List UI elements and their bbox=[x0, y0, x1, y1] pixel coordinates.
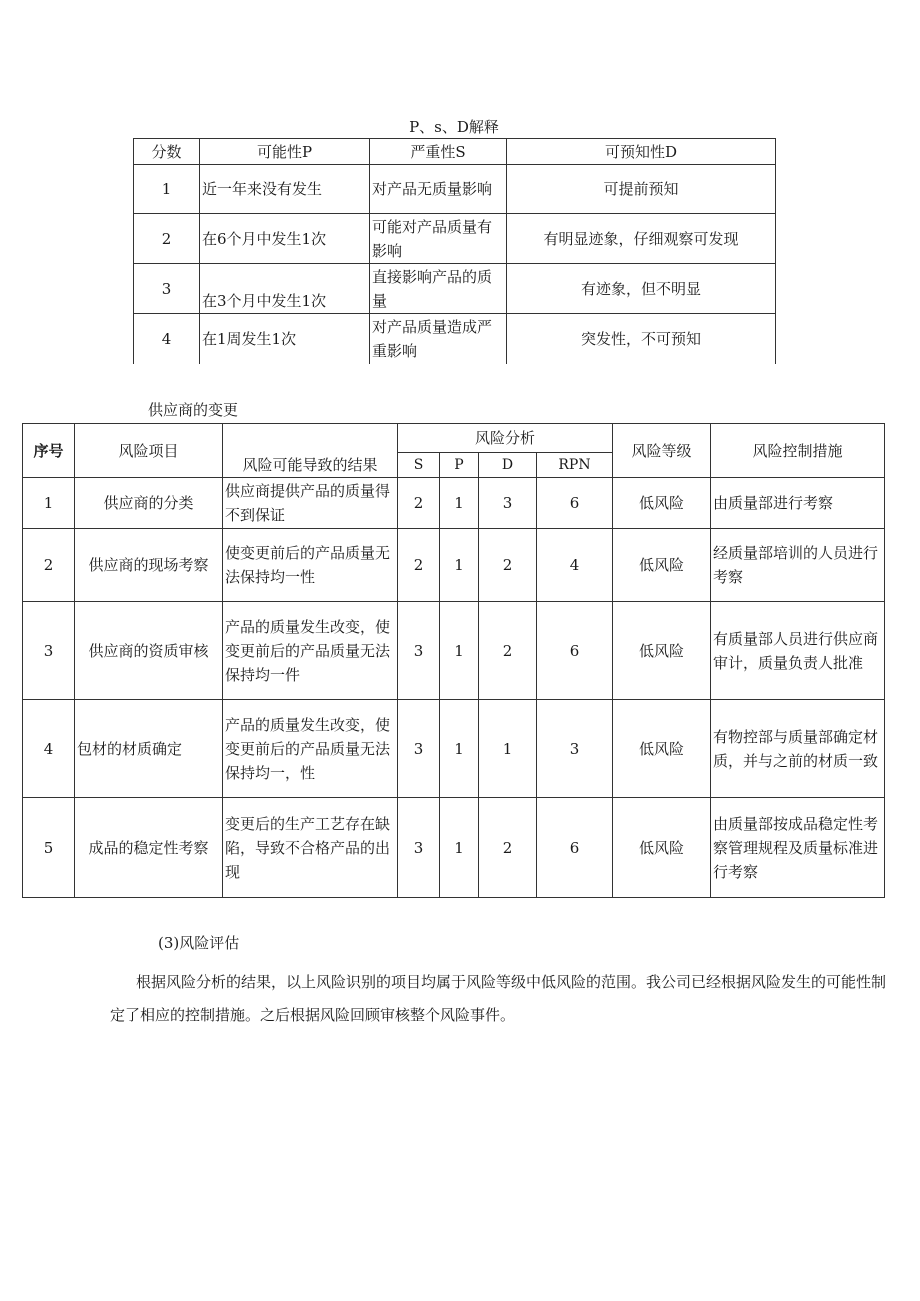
d-cell: 2 bbox=[479, 602, 537, 700]
p-cell: 1 bbox=[440, 529, 479, 602]
result-cell: 变更后的生产工艺存在缺陷，导致不合格产品的出现 bbox=[223, 798, 398, 898]
predictability-cell: 有迹象，但不明显 bbox=[507, 264, 776, 314]
score-cell: 2 bbox=[134, 214, 200, 264]
predictability-cell: 可提前预知 bbox=[507, 165, 776, 214]
header-severity: 严重性S bbox=[370, 139, 507, 165]
header-rpn: RPN bbox=[537, 453, 613, 478]
possibility-cell: 在3个月中发生1次 bbox=[200, 264, 370, 314]
rpn-cell: 6 bbox=[537, 602, 613, 700]
header-result: 风险可能导致的结果 bbox=[223, 424, 398, 478]
header-predictability: 可预知性D bbox=[507, 139, 776, 165]
table-row bbox=[134, 264, 776, 314]
table2-caption: 供应商的变更 bbox=[148, 401, 239, 419]
possibility-cell: 在6个月中发生1次 bbox=[200, 214, 370, 264]
possibility-cell: 近一年来没有发生 bbox=[200, 165, 370, 214]
severity-cell: 可能对产品质量有影响 bbox=[370, 214, 507, 264]
item-cell: 成品的稳定性考察 bbox=[75, 798, 223, 898]
s-cell: 2 bbox=[398, 478, 440, 529]
level-cell: 低风险 bbox=[613, 700, 711, 798]
table1-caption: P、s、D解释 bbox=[409, 118, 499, 136]
score-cell: 4 bbox=[134, 314, 200, 364]
control-cell: 由质量部进行考察 bbox=[711, 478, 885, 529]
table-row bbox=[134, 165, 776, 214]
table1-header-row bbox=[134, 139, 776, 165]
level-cell: 低风险 bbox=[613, 529, 711, 602]
supplier-change-risk-table bbox=[22, 423, 885, 898]
score-cell: 3 bbox=[134, 264, 200, 314]
s-cell: 3 bbox=[398, 798, 440, 898]
table-row bbox=[134, 314, 776, 364]
p-cell: 1 bbox=[440, 602, 479, 700]
table-row bbox=[23, 478, 885, 529]
severity-cell: 直接影响产品的质量 bbox=[370, 264, 507, 314]
p-cell: 1 bbox=[440, 700, 479, 798]
s-cell: 2 bbox=[398, 529, 440, 602]
result-cell: 供应商提供产品的质量得不到保证 bbox=[223, 478, 398, 529]
item-cell: 包材的材质确定 bbox=[75, 700, 223, 798]
header-score: 分数 bbox=[134, 139, 200, 165]
predictability-cell: 有明显迹象，仔细观察可发现 bbox=[507, 214, 776, 264]
table-row bbox=[23, 798, 885, 898]
s-cell: 3 bbox=[398, 602, 440, 700]
table-row bbox=[23, 700, 885, 798]
control-cell: 经质量部培训的人员进行考察 bbox=[711, 529, 885, 602]
s-cell: 3 bbox=[398, 700, 440, 798]
table-row bbox=[23, 529, 885, 602]
body-paragraph: 根据风险分析的结果，以上风险识别的项目均属于风险等级中低风险的范围。我公司已经根据风险发生的可能性制定了相应的控制措施。之后根据风险回顾审核整个风险事件。 bbox=[110, 973, 887, 1024]
header-item: 风险项目 bbox=[75, 424, 223, 478]
table-row bbox=[134, 214, 776, 264]
header-analysis: 风险分析 bbox=[398, 424, 613, 453]
header-p: P bbox=[440, 453, 479, 478]
pSD-explanation-table bbox=[133, 138, 776, 364]
predictability-cell: 突发性，不可预知 bbox=[507, 314, 776, 364]
rpn-cell: 3 bbox=[537, 700, 613, 798]
d-cell: 1 bbox=[479, 700, 537, 798]
severity-cell: 对产品无质量影响 bbox=[370, 165, 507, 214]
section-heading: (3)风险评估 bbox=[158, 934, 240, 952]
item-cell: 供应商的现场考察 bbox=[75, 529, 223, 602]
result-cell: 产品的质量发生改变，使变更前后的产品质量无法保持均一，性 bbox=[223, 700, 398, 798]
p-cell: 1 bbox=[440, 798, 479, 898]
rpn-cell: 6 bbox=[537, 478, 613, 529]
d-cell: 3 bbox=[479, 478, 537, 529]
result-cell: 产品的质量发生改变，使变更前后的产品质量无法保持均一件 bbox=[223, 602, 398, 700]
level-cell: 低风险 bbox=[613, 602, 711, 700]
level-cell: 低风险 bbox=[613, 798, 711, 898]
rpn-cell: 4 bbox=[537, 529, 613, 602]
seq-cell: 4 bbox=[23, 700, 75, 798]
header-d: D bbox=[479, 453, 537, 478]
header-control: 风险控制措施 bbox=[711, 424, 885, 478]
result-cell: 使变更前后的产品质量无法保持均一性 bbox=[223, 529, 398, 602]
seq-cell: 2 bbox=[23, 529, 75, 602]
header-possibility: 可能性P bbox=[200, 139, 370, 165]
rpn-cell: 6 bbox=[537, 798, 613, 898]
p-cell: 1 bbox=[440, 478, 479, 529]
score-cell: 1 bbox=[134, 165, 200, 214]
control-cell: 有质量部人员进行供应商审计，质量负责人批准 bbox=[711, 602, 885, 700]
table-row bbox=[23, 602, 885, 700]
seq-cell: 1 bbox=[23, 478, 75, 529]
d-cell: 2 bbox=[479, 798, 537, 898]
item-cell: 供应商的分类 bbox=[75, 478, 223, 529]
control-cell: 有物控部与质量部确定材质，并与之前的材质一致 bbox=[711, 700, 885, 798]
header-s: S bbox=[398, 453, 440, 478]
severity-cell: 对产品质量造成严重影响 bbox=[370, 314, 507, 364]
d-cell: 2 bbox=[479, 529, 537, 602]
header-seq: 序号 bbox=[23, 424, 75, 478]
seq-cell: 3 bbox=[23, 602, 75, 700]
possibility-cell: 在1周发生1次 bbox=[200, 314, 370, 364]
header-level: 风险等级 bbox=[613, 424, 711, 478]
seq-cell: 5 bbox=[23, 798, 75, 898]
level-cell: 低风险 bbox=[613, 478, 711, 529]
control-cell: 由质量部按成品稳定性考察管理规程及质量标准进行考察 bbox=[711, 798, 885, 898]
table2-header-row bbox=[23, 424, 885, 453]
item-cell: 供应商的资质审核 bbox=[75, 602, 223, 700]
